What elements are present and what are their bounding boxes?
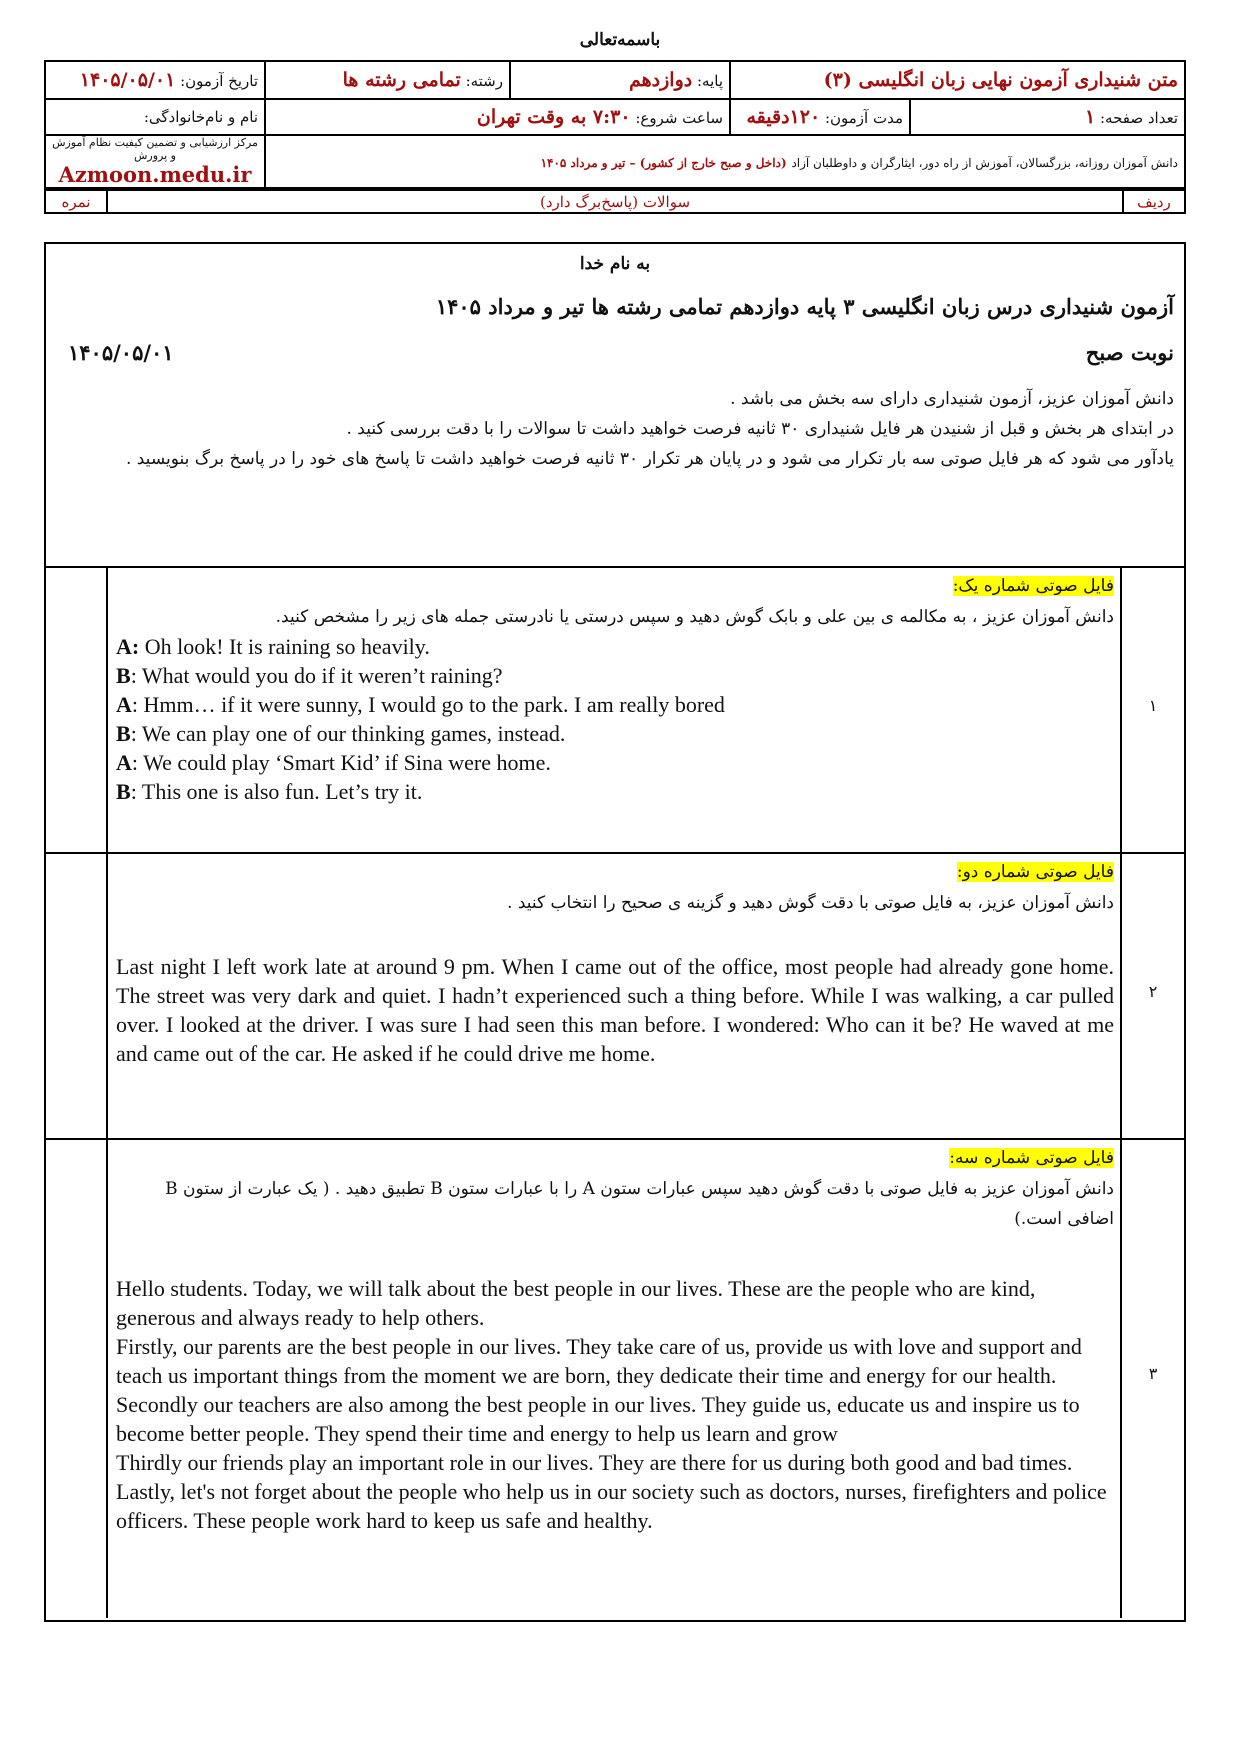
monologue-paragraph: Firstly, our parents are the best people in our lives. They take care of us, provide us with love and support and teach us important things from the moment we are born, they dedicate their time and energy for our health. [116,1334,1082,1388]
line-text: : We can play one of our thinking games, instead. [130,721,566,746]
exam-title-cell [730,61,1185,99]
grade-cell [510,61,730,99]
pages-value: ۱ [1085,106,1096,128]
dialogue-line [116,690,1114,719]
exam-title: متن شنیداری آزمون نهایی زبان انگلیسی (۳) [823,69,1179,91]
audio-label-text: فایل صوتی شماره یک: [952,576,1114,596]
duration-cell [730,99,910,135]
row-number: ۲ [1148,982,1158,1001]
line-text: Oh look! It is raining so heavily. [139,634,430,659]
pages-label: تعداد صفحه: [1100,109,1179,127]
row-number-col [1120,566,1184,852]
speaker: B [116,663,131,688]
section-instruction: دانش آموزان عزیز به فایل صوتی با دقت گوش دهید سپس عبارات ستون A را با عبارات ستون B تطبیق دهید . ( یک عبارت از ستون B اضافی است.) [165,1179,1114,1229]
center-cell [45,135,265,188]
col-row: ردیف [1123,190,1185,213]
col-score: نمره [45,190,107,213]
duration-label: مدت آزمون: [824,109,904,127]
speaker: B [116,779,131,804]
dialogue [116,632,1114,806]
start-label: ساعت شروع: [635,109,723,127]
intro-lines [56,384,1174,474]
grade-value: دوازدهم [628,69,693,91]
intro-shift: نوبت صبح [1085,340,1174,365]
monologue-paragraph: Lastly, let's not forget about the people who help us in our society such as doctors, nurses, firefighters and police officers. These people work hard to keep us safe and healthy. [116,1479,1107,1533]
audio-label-text: فایل صوتی شماره سه: [949,1148,1114,1168]
grade-label: پایه: [696,72,723,90]
students-text: دانش آموزان روزانه، بزرگسالان، آموزش از راه دور، ایثارگران و داوطلبان آزاد [791,155,1179,170]
row-number: ۱ [1148,696,1158,715]
duration-value: ۱۲۰دقیقه [746,106,821,128]
columns-header-table [44,189,1186,214]
monologue [116,1274,1114,1535]
section-content [116,566,1114,806]
intro-line: یادآور می شود که هر فایل صوتی سه بار تکرار می شود و در پایان هر تکرار ۳۰ ثانیه فرصت خواهید داشت تا پاسخ های خود را در پاسخ برگ بنویسید . [125,449,1174,469]
section-instruction: دانش آموزان عزیز، به فایل صوتی با دقت گوش دهید و گزینه ی صحیح را انتخاب کنید . [507,893,1114,913]
audio-label-text: فایل صوتی شماره دو: [956,862,1114,882]
speaker: B [116,721,131,746]
name-label: نام و نام‌خانوادگی: [143,108,258,126]
intro-title: آزمون شنیداری درس زبان انگلیسی ۳ پایه دوازدهم تمامی رشته ها تیر و مرداد ۱۴۰۵ [435,294,1174,319]
monologue-paragraph: Secondly our teachers are also among the best people in our lives. They guide us, educate us and inspire us to become better people. They spend their time and energy to help us learn and grow [116,1392,1080,1446]
line-text: : This one is also fun. Let’s try it. [130,779,423,804]
speaker: A [116,692,132,717]
start-cell [265,99,730,135]
intro-line: دانش آموزان عزیز، آزمون شنیداری دارای سه بخش می باشد . [730,389,1174,409]
row-number: ۳ [1148,1364,1158,1383]
section-1 [46,566,1184,854]
audio-label [116,1148,1114,1168]
field-value: تمامی رشته ها [342,69,461,91]
line-text: : We could play ‘Smart Kid’ if Sina were home. [131,750,551,775]
line-text: : Hmm… if it were sunny, I would go to the park. I am really bored [131,692,725,717]
site-url: Azmoon.medu.ir [58,162,252,187]
section-instruction: دانش آموزان عزیز ، به مکالمه ی بین علی و بابک گوش دهید و سپس درستی یا نادرستی جمله های زیر را مشخص کنید. [275,607,1114,627]
basmala: به نام خدا [579,254,651,274]
speaker: A: [116,634,140,659]
section-content [116,1138,1114,1535]
row-number-col [1120,1138,1184,1618]
exam-body [44,242,1186,1622]
section-2 [46,852,1184,1140]
speaker: A [116,750,132,775]
score-col [46,1138,108,1618]
audio-label [116,862,1114,882]
line-text: : What would you do if it weren’t raining? [130,663,503,688]
passage: Last night I left work late at around 9 pm. When I came out of the office, most people had already gone home. The street was very dark and quiet. I hadn’t experienced such a thing before. While I was walking, a car pulled over. I looked at the driver. I was sure I had seen this man before. I wondered: Who can it be? He waved at me and came out of the car. He asked if he could drive me home. [116,954,1114,1066]
students-cell [265,135,1185,188]
dialogue-line [116,748,1114,777]
start-value: ۷:۳۰ به وقت تهران [476,106,631,128]
dialogue-line [116,777,1114,806]
intro-date: ۱۴۰۵/۰۵/۰۱ [68,340,174,365]
dialogue-line [116,719,1114,748]
students-red-text: (داخل و صبح خارج از کشور) – تیر و مرداد ۱۴۰۵ [540,155,787,170]
monologue-paragraph: Thirdly our friends play an important role in our lives. They are there for us during both good and bad times. [116,1450,1073,1475]
monologue-paragraph: Hello students. Today, we will talk about the best people in our lives. These are the people who are kind, generous and always ready to help others. [116,1276,1036,1330]
dialogue-line [116,632,1114,661]
col-questions: سوالات (پاسخ‌برگ دارد) [107,190,1123,213]
audio-label [116,576,1114,596]
pages-cell [910,99,1185,135]
center-name: مرکز ارزشیابی و تضمین کیفیت نظام آموزش و پرورش [52,136,258,162]
intro-section [46,244,1184,568]
intro-line: در ابتدای هر بخش و قبل از شنیدن هر فایل شنیداری ۳۰ ثانیه فرصت خواهید داشت تا سوالات را با دقت بررسی کنید . [346,419,1174,439]
score-col [46,852,108,1138]
section-content [116,852,1114,1068]
name-cell [45,99,265,135]
date-value: ۱۴۰۵/۰۵/۰۱ [79,69,176,91]
dialogue-line [116,661,1114,690]
score-col [46,566,108,852]
field-label: رشته: [465,72,503,90]
field-cell [265,61,510,99]
row-number-col [1120,852,1184,1138]
date-label: تاریخ آزمون: [180,72,258,90]
top-title: باسمه‌تعالی [579,30,661,50]
section-3 [46,1138,1184,1618]
exam-header-table [44,60,1186,189]
date-cell [45,61,265,99]
